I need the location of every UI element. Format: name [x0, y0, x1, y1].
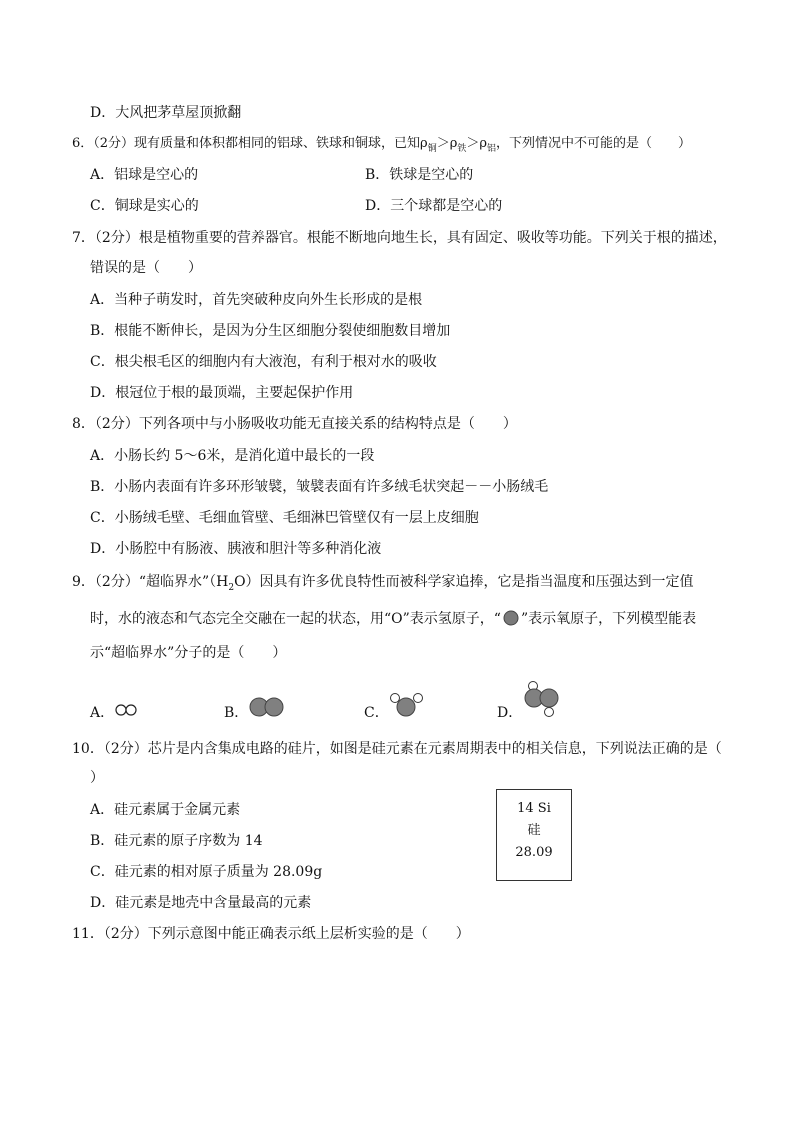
q5-option-d: D．大风把茅草屋顶掀翻 [90, 105, 242, 121]
q9-stem-part: O）因具有许多优良特性而被科学家追捧，它是指当温度和压强达到一定值 [234, 574, 694, 590]
q9-subscript: 2 [228, 583, 235, 593]
q9-option-a-molecule-icon [114, 702, 140, 718]
q9-stem-line1 [72, 572, 694, 594]
q6-stem [72, 134, 691, 155]
periodic-table-cell [496, 789, 572, 881]
q6-stem-part: ，下列情况中不可能的是（ ） [496, 136, 692, 151]
q10-option-c: C．硅元素的相对原子质量为 28.09g [90, 864, 323, 880]
element-name: 硅 [527, 823, 541, 838]
q9-stem-part: 时，水的液态和气态完全交融在一起的状态，用“O”表示氢原子，“ [90, 611, 501, 627]
q9-stem-line2 [90, 609, 696, 629]
element-atomic-mass: 28.09 [515, 845, 553, 860]
q11-stem: 11．（2分）下列示意图中能正确表示纸上层析实验的是（ ） [72, 926, 470, 942]
q7-stem-line1: 7．（2分）根是植物重要的营养器官。根能不断地向地生长，具有固定、吸收等功能。下列关于根的描述， [72, 230, 727, 246]
q10-stem-line2: ） [90, 770, 104, 786]
q9-option-d-label: D． [497, 705, 523, 721]
element-number-symbol: 14 Si [517, 801, 551, 816]
q9-stem-part: ”表示氧原子，下列模型能表 [520, 611, 697, 627]
q7-option-a: A．当种子萌发时，首先突破种皮向外生长形成的是根 [90, 292, 423, 308]
q6-sub-copper: 铜 [427, 144, 437, 154]
q7-stem-line2: 错误的是（ ） [90, 260, 202, 276]
q9-option-b-label: B． [224, 705, 249, 721]
q10-stem-line1: 10．（2分）芯片是内含集成电路的硅片，如图是硅元素在元素周期表中的相关信息，下列说法正确的是（ [72, 741, 722, 757]
q6-sub-iron: 铁 [457, 144, 467, 154]
q8-option-c: C．小肠绒毛壁、毛细血管壁、毛细淋巴管壁仅有一层上皮细胞 [90, 510, 479, 526]
q6-stem-part: ＞ρ [436, 136, 458, 151]
q8-option-b: B．小肠内表面有许多环形皱襞，皱襞表面有许多绒毛状突起－－小肠绒毛 [90, 479, 549, 495]
q9-option-a-label: A． [90, 705, 115, 721]
q9-stem-line3: 示“超临界水”分子的是（ ） [90, 645, 287, 661]
q7-option-c: C．根尖根毛区的细胞内有大液泡，有利于根对水的吸收 [90, 354, 437, 370]
q8-option-a: A．小肠长约 5～6米，是消化道中最长的一段 [90, 448, 375, 464]
q8-stem: 8．（2分）下列各项中与小肠吸收功能无直接关系的结构特点是（ ） [72, 416, 517, 432]
q6-sub-aluminum: 铝 [487, 144, 497, 154]
q6-stem-part: ＞ρ [466, 136, 488, 151]
q6-option-b: B．铁球是空心的 [365, 167, 474, 183]
q7-option-b: B．根能不断伸长，是因为分生区细胞分裂使细胞数目增加 [90, 323, 451, 339]
q9-stem-part: 9．（2分）“超临界水”（H [72, 574, 229, 590]
q7-option-d: D．根冠位于根的最顶端，主要起保护作用 [90, 385, 354, 401]
q9-option-c-label: C． [364, 705, 389, 721]
q9-option-b-molecule-icon [248, 695, 286, 719]
q6-option-a: A．铝球是空心的 [90, 167, 199, 183]
q6-stem-part: 6．（2分）现有质量和体积都相同的铝球、铁球和铜球，已知ρ [72, 136, 428, 151]
q10-option-b: B．硅元素的原子序数为 14 [90, 833, 263, 849]
q10-option-a: A．硅元素属于金属元素 [90, 802, 241, 818]
oxygen-atom-icon [502, 610, 520, 626]
q6-option-c: C．铜球是实心的 [90, 198, 199, 214]
q9-option-d-molecule-icon [520, 677, 564, 721]
q8-option-d: D．小肠腔中有肠液、胰液和胆汁等多种消化液 [90, 541, 382, 557]
q9-option-c-molecule-icon [388, 691, 426, 721]
q6-option-d: D．三个球都是空心的 [365, 198, 503, 214]
q10-option-d: D．硅元素是地壳中含量最高的元素 [90, 895, 312, 911]
